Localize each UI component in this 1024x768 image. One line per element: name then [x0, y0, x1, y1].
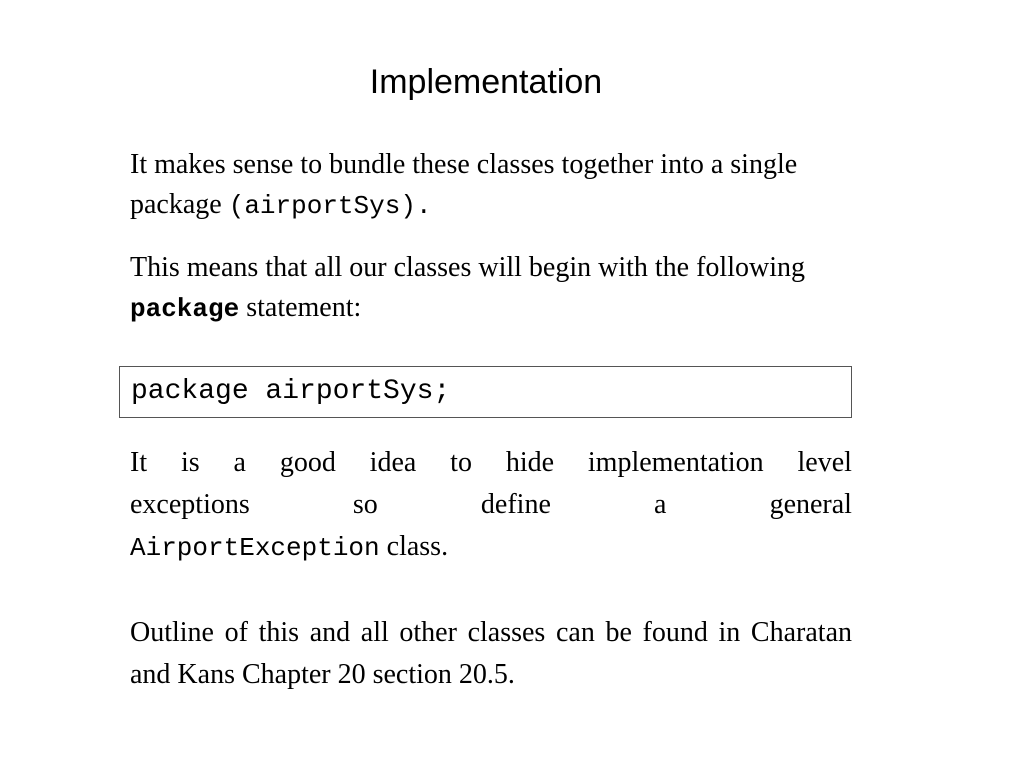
paragraph-text: class.	[379, 531, 449, 562]
exception-class-code: AirportException	[130, 533, 380, 563]
word: exceptions	[130, 489, 250, 520]
slide-title: Implementation	[369, 63, 603, 101]
paragraph-package-statement	[130, 248, 852, 329]
word: It	[130, 447, 148, 478]
paragraph-text: statement:	[239, 292, 362, 323]
word: implementation	[587, 447, 764, 478]
word: to	[450, 447, 472, 478]
paragraph-text: It makes sense to bundle these classes together into a single package	[130, 149, 798, 220]
paragraph-package-bundle	[130, 145, 852, 226]
paragraph-exceptions	[130, 442, 852, 568]
paragraph-text: This means that all our classes will begin with the following	[130, 252, 805, 283]
justified-line-1	[130, 442, 852, 484]
word: a	[654, 489, 667, 520]
word: so	[352, 489, 378, 520]
word: general	[769, 489, 852, 520]
paragraph-line-3	[130, 526, 852, 568]
word: level	[797, 447, 852, 478]
package-name-code: (airportSys).	[228, 191, 432, 221]
word: define	[480, 489, 551, 520]
paragraph-outline-reference: Outline of this and all other classes can be found in Charatan and Kans Chapter 20 section 20.5.	[130, 617, 852, 690]
package-keyword: package	[130, 294, 240, 324]
word: is	[180, 447, 200, 478]
word: idea	[369, 447, 417, 478]
word: good	[279, 447, 336, 478]
word: a	[233, 447, 246, 478]
word: hide	[505, 447, 555, 478]
justified-line-2	[130, 484, 852, 526]
code-box: package airportSys;	[119, 366, 852, 418]
